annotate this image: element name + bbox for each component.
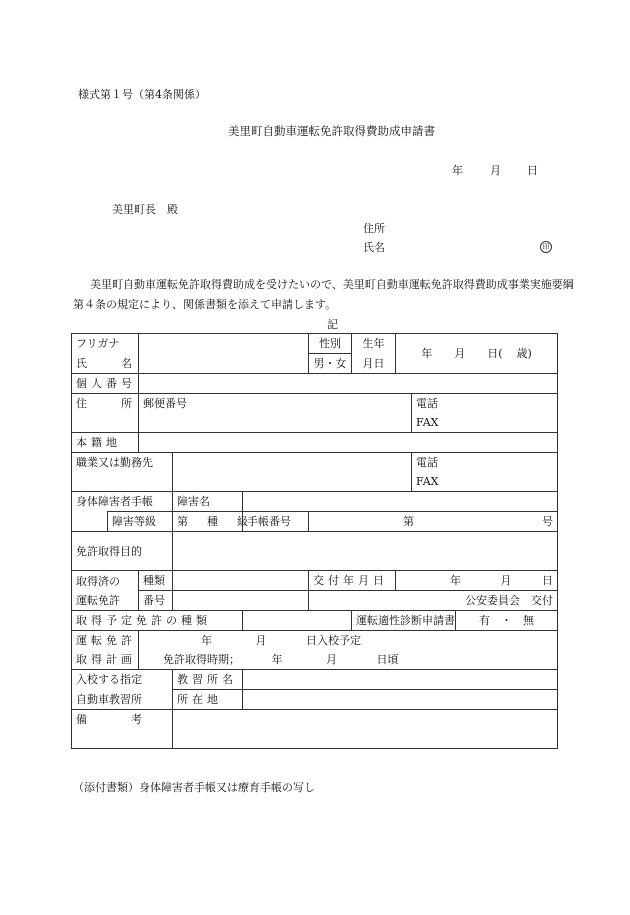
application-form-table <box>71 333 558 749</box>
work-label: 職業又は勤務先 <box>72 453 173 492</box>
issue-month: 月 <box>500 574 512 587</box>
aptitude-yes-no[interactable]: 有 ・ 無 <box>456 611 558 631</box>
remarks-input[interactable] <box>173 710 558 749</box>
birth-label-2: 月日 <box>352 354 396 374</box>
birth-label-1: 生年 <box>352 334 396 354</box>
license-time-label: 免許取得時期； <box>163 653 241 666</box>
commission-text: 公安委員会 交付 <box>309 591 558 611</box>
acquired-label-2: 運転免許 <box>72 591 139 611</box>
addressee: 美里町長 殿 <box>112 203 178 216</box>
birth-age-text: 歳) <box>516 347 532 360</box>
date-month-label: 月 <box>490 164 501 177</box>
attachments-note: （添付書類）身体障害者手帳又は療育手帳の写し <box>73 781 315 794</box>
school-location-label: 所在地 <box>173 690 243 710</box>
aptitude-label: 運転適性診断申請書 <box>352 611 456 631</box>
go-label: 号 <box>542 515 554 528</box>
school-label-2: 自動車教習所 <box>72 690 173 710</box>
address-label: 住 所 <box>72 394 139 433</box>
seal-icon: 印 <box>540 241 552 253</box>
school-name-input[interactable] <box>243 670 558 690</box>
date-day-label: 日 <box>527 164 538 177</box>
name-input[interactable] <box>139 334 309 374</box>
license-time-year: 年 <box>271 653 283 666</box>
disability-name-input[interactable] <box>243 492 558 512</box>
work-fax-label: FAX <box>412 472 558 492</box>
form-number: 様式第１号（第4条関係） <box>78 88 206 101</box>
honseki-input[interactable] <box>139 433 558 453</box>
date-year-label: 年 <box>452 164 463 177</box>
disability-name-label: 障害名 <box>173 492 243 512</box>
document-title: 美里町自動車運転免許取得費助成申請書 <box>228 124 435 138</box>
sex-label: 性別 <box>309 334 352 354</box>
birth-date-input[interactable] <box>396 334 558 374</box>
purpose-input[interactable] <box>173 532 558 571</box>
school-name-label: 教習所名 <box>173 670 243 690</box>
plan-label-1: 運転免許 <box>72 631 139 651</box>
work-tel-label: 電話 <box>412 453 558 473</box>
number-input[interactable] <box>173 591 309 611</box>
kind-input[interactable] <box>173 571 309 591</box>
remarks-label: 備 考 <box>72 710 173 749</box>
book-number-input[interactable] <box>309 512 558 532</box>
enroll-plan[interactable] <box>139 631 558 651</box>
license-time[interactable] <box>139 650 558 670</box>
kind-label: 種類 <box>139 571 173 591</box>
grade-value[interactable]: 第 種 級 <box>173 512 243 532</box>
issue-year: 年 <box>450 574 462 587</box>
honseki-label: 本籍地 <box>72 433 139 453</box>
birth-date-text: 年 月 日( <box>421 347 503 360</box>
purpose-label: 免許取得目的 <box>72 532 173 571</box>
my-number-label: 個人番号 <box>72 374 139 394</box>
number-label: 番号 <box>139 591 173 611</box>
school-location-input[interactable] <box>243 690 558 710</box>
plan-label-2: 取得計画 <box>72 650 139 670</box>
work-input-2[interactable] <box>173 472 412 492</box>
address-input[interactable] <box>139 413 412 433</box>
applicant-address-label: 住所 <box>363 222 385 235</box>
address-tel-label: 電話 <box>412 394 558 414</box>
enroll-day: 日入校予定 <box>306 634 362 647</box>
acquired-label-1: 取得済の <box>72 571 139 591</box>
license-time-month: 月 <box>326 653 338 666</box>
furigana-label: フリガナ <box>72 334 139 354</box>
name-label: 氏 名 <box>72 354 139 374</box>
license-time-day: 日頃 <box>376 653 399 666</box>
book-number-label: 手帳番号 <box>243 512 309 532</box>
dai-label: 第 <box>403 515 415 528</box>
enroll-year: 年 <box>201 634 213 647</box>
sex-options[interactable]: 男・女 <box>309 354 352 374</box>
work-input[interactable] <box>173 453 412 473</box>
postal-label: 郵便番号 <box>139 394 412 414</box>
disability-grade-label: 障害等級 <box>108 512 173 532</box>
my-number-input[interactable] <box>139 374 558 394</box>
disability-indent <box>72 512 108 532</box>
ki-label: 記 <box>327 318 338 331</box>
school-label-1: 入校する指定 <box>72 670 173 690</box>
planned-kind-input[interactable] <box>243 611 352 631</box>
issue-date-input[interactable] <box>396 571 558 591</box>
planned-kind-label: 取得予定免許の種類 <box>72 611 243 631</box>
intro-line-1: 美里町自動車運転免許取得費助成を受けたいので、美里町自動車運転免許取得費助成事業実施要綱 <box>90 278 574 291</box>
address-fax-label: FAX <box>412 413 558 433</box>
intro-line-2: 第４条の規定により、関係書類を添えて申請します。 <box>73 298 337 311</box>
disability-book-label: 身体障害者手帳 <box>72 492 173 512</box>
issue-day: 日 <box>542 574 554 587</box>
issue-date-label: 交付年月日 <box>309 571 396 591</box>
applicant-name-label: 氏名 <box>363 241 385 254</box>
enroll-month: 月 <box>255 634 267 647</box>
